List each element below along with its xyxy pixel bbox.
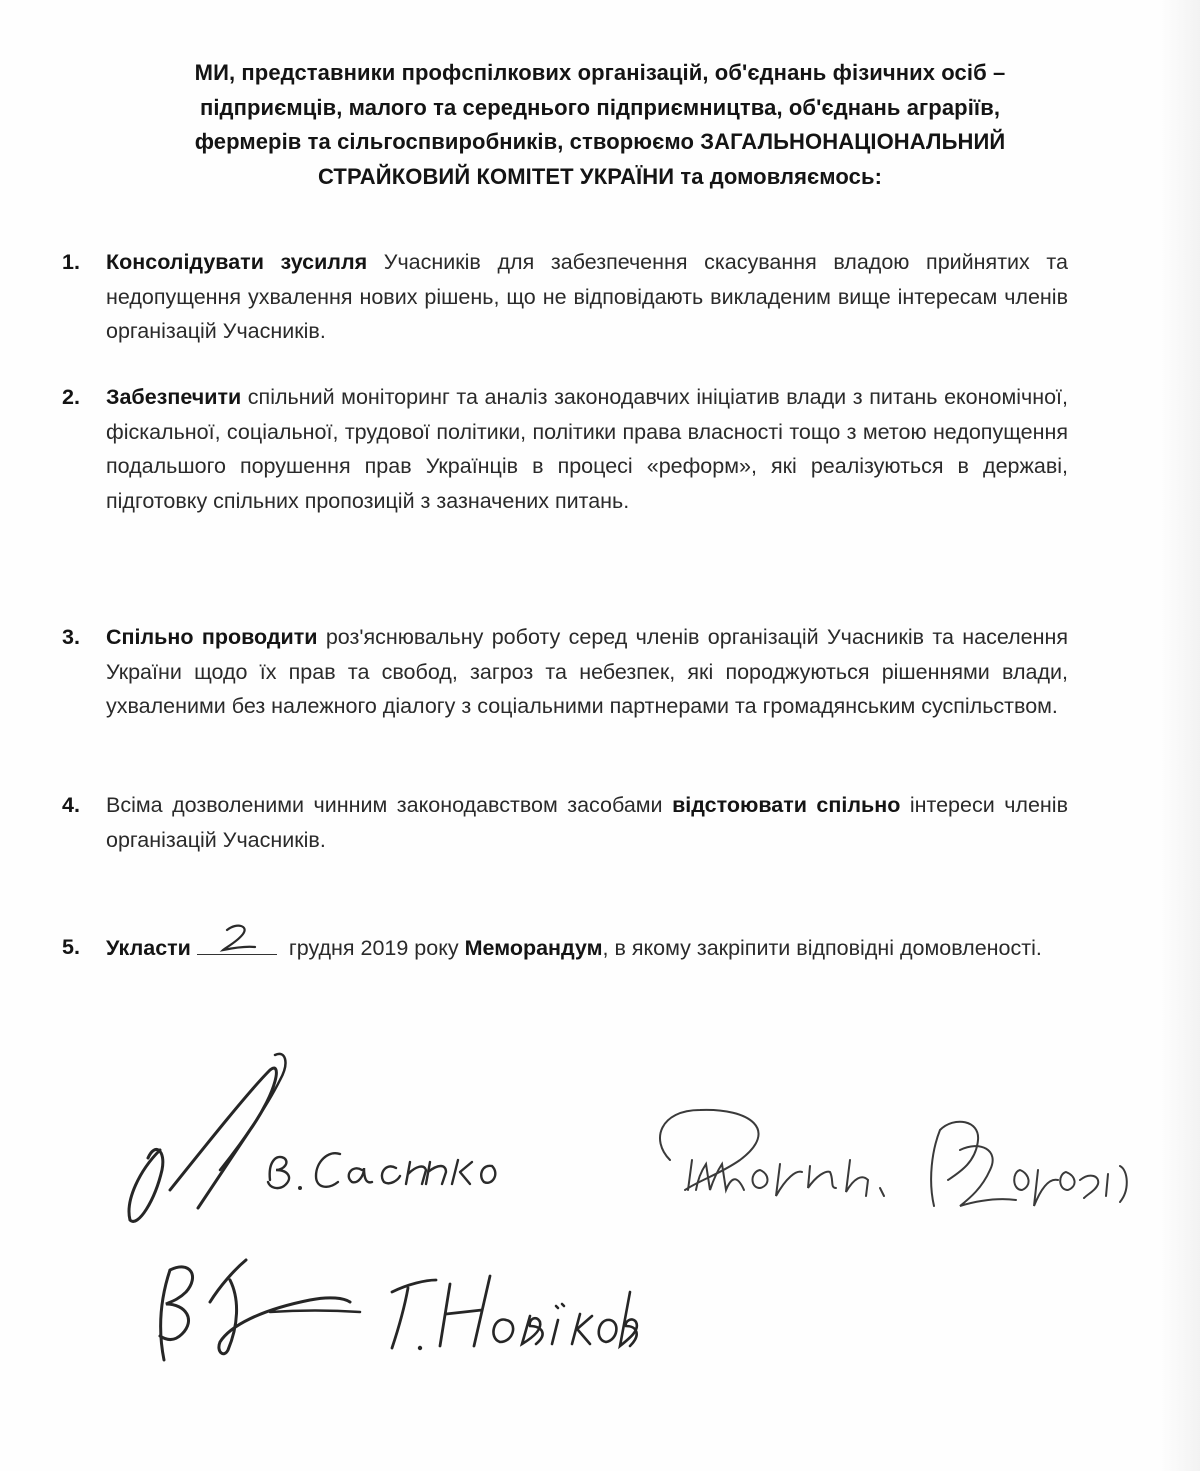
page-edge-shadow [1160, 0, 1200, 1471]
signature-novikov [130, 1230, 650, 1380]
item-text-before: Всіма дозволеними чинним законодавством засобами [106, 793, 673, 817]
item-bold-text: Укласти [106, 936, 191, 960]
list-item-5 [62, 930, 1068, 966]
item-text-after: інтереси членів організацій Учасників. [106, 793, 1068, 852]
signature-sharvyn [640, 1100, 920, 1220]
list-item-2 [62, 380, 1068, 518]
heading-line-4: СТРАЙКОВИЙ КОМІТЕТ УКРАЇНИ та домовляємось: [317, 163, 883, 189]
heading-line-1: МИ, представники профспілкових організацій, об'єднань фізичних осіб – [194, 60, 1006, 85]
item-text-mid: грудня 2019 року [282, 936, 465, 960]
list-item-4 [62, 788, 1068, 857]
item-number: 3. [62, 625, 80, 649]
item-text-end: , в якому закріпити відповідні домовленості. [602, 936, 1042, 960]
item-body [106, 620, 1068, 724]
item-number: 5. [62, 935, 80, 959]
item-body [106, 930, 1068, 966]
item-bold-text: Забезпечити [106, 385, 242, 409]
item-number: 1. [62, 250, 80, 274]
item-text: спільний моніторинг та аналіз законодавчих ініціатив влади з питань економічної, фіскальної, соціальної, трудової політики, політики права власності тощо з метою недопущення подальшого порушення прав Українців в процесі «реформ», які реалізуються в державі, підготовку спільних пропозицій з зазначених питань. [106, 385, 1068, 513]
item-body [106, 380, 1068, 518]
list-item-3 [62, 620, 1068, 724]
handwritten-day-signature [197, 920, 277, 954]
item-text: роз'яснювальну роботу серед членів організацій Учасників та населення України щодо їх прав та свобод, загроз та небезпек, які породжуються рішеннями влади, ухваленими без належного діалогу з соціальними партнерами та громадянським суспільством. [106, 625, 1068, 718]
item-text: Учасників для забезпечення скасування владою прийнятих та недопущення ухвалення нових рішень, що не відповідають викладеним вище інтересам членів організацій Учасників. [106, 250, 1068, 343]
signatures-area [0, 1040, 1200, 1400]
item-bold-text: Консолідувати зусилля [106, 250, 368, 274]
document-heading [60, 56, 1140, 194]
handwritten-day-field [197, 930, 277, 955]
item-body [106, 788, 1068, 857]
list-item-1 [62, 245, 1068, 349]
signature-saienko [100, 1050, 560, 1240]
item-body [106, 245, 1068, 349]
item-bold-text: Спільно проводити [106, 625, 318, 649]
item-number: 2. [62, 385, 80, 409]
heading-line-2: підприємців, малого та середнього підприємництва, об'єднань аграріїв, [199, 94, 1001, 120]
item-bold-text: відстоювати спільно [672, 793, 901, 817]
item-bold-mid: Меморандум [464, 936, 603, 960]
heading-line-3: фермерів та сільгоспвиробників, створюємо ЗАГАЛЬНОНАЦІОНАЛЬНИЙ [194, 129, 1006, 154]
signature-dorosh [920, 1110, 1160, 1230]
item-number: 4. [62, 793, 80, 817]
